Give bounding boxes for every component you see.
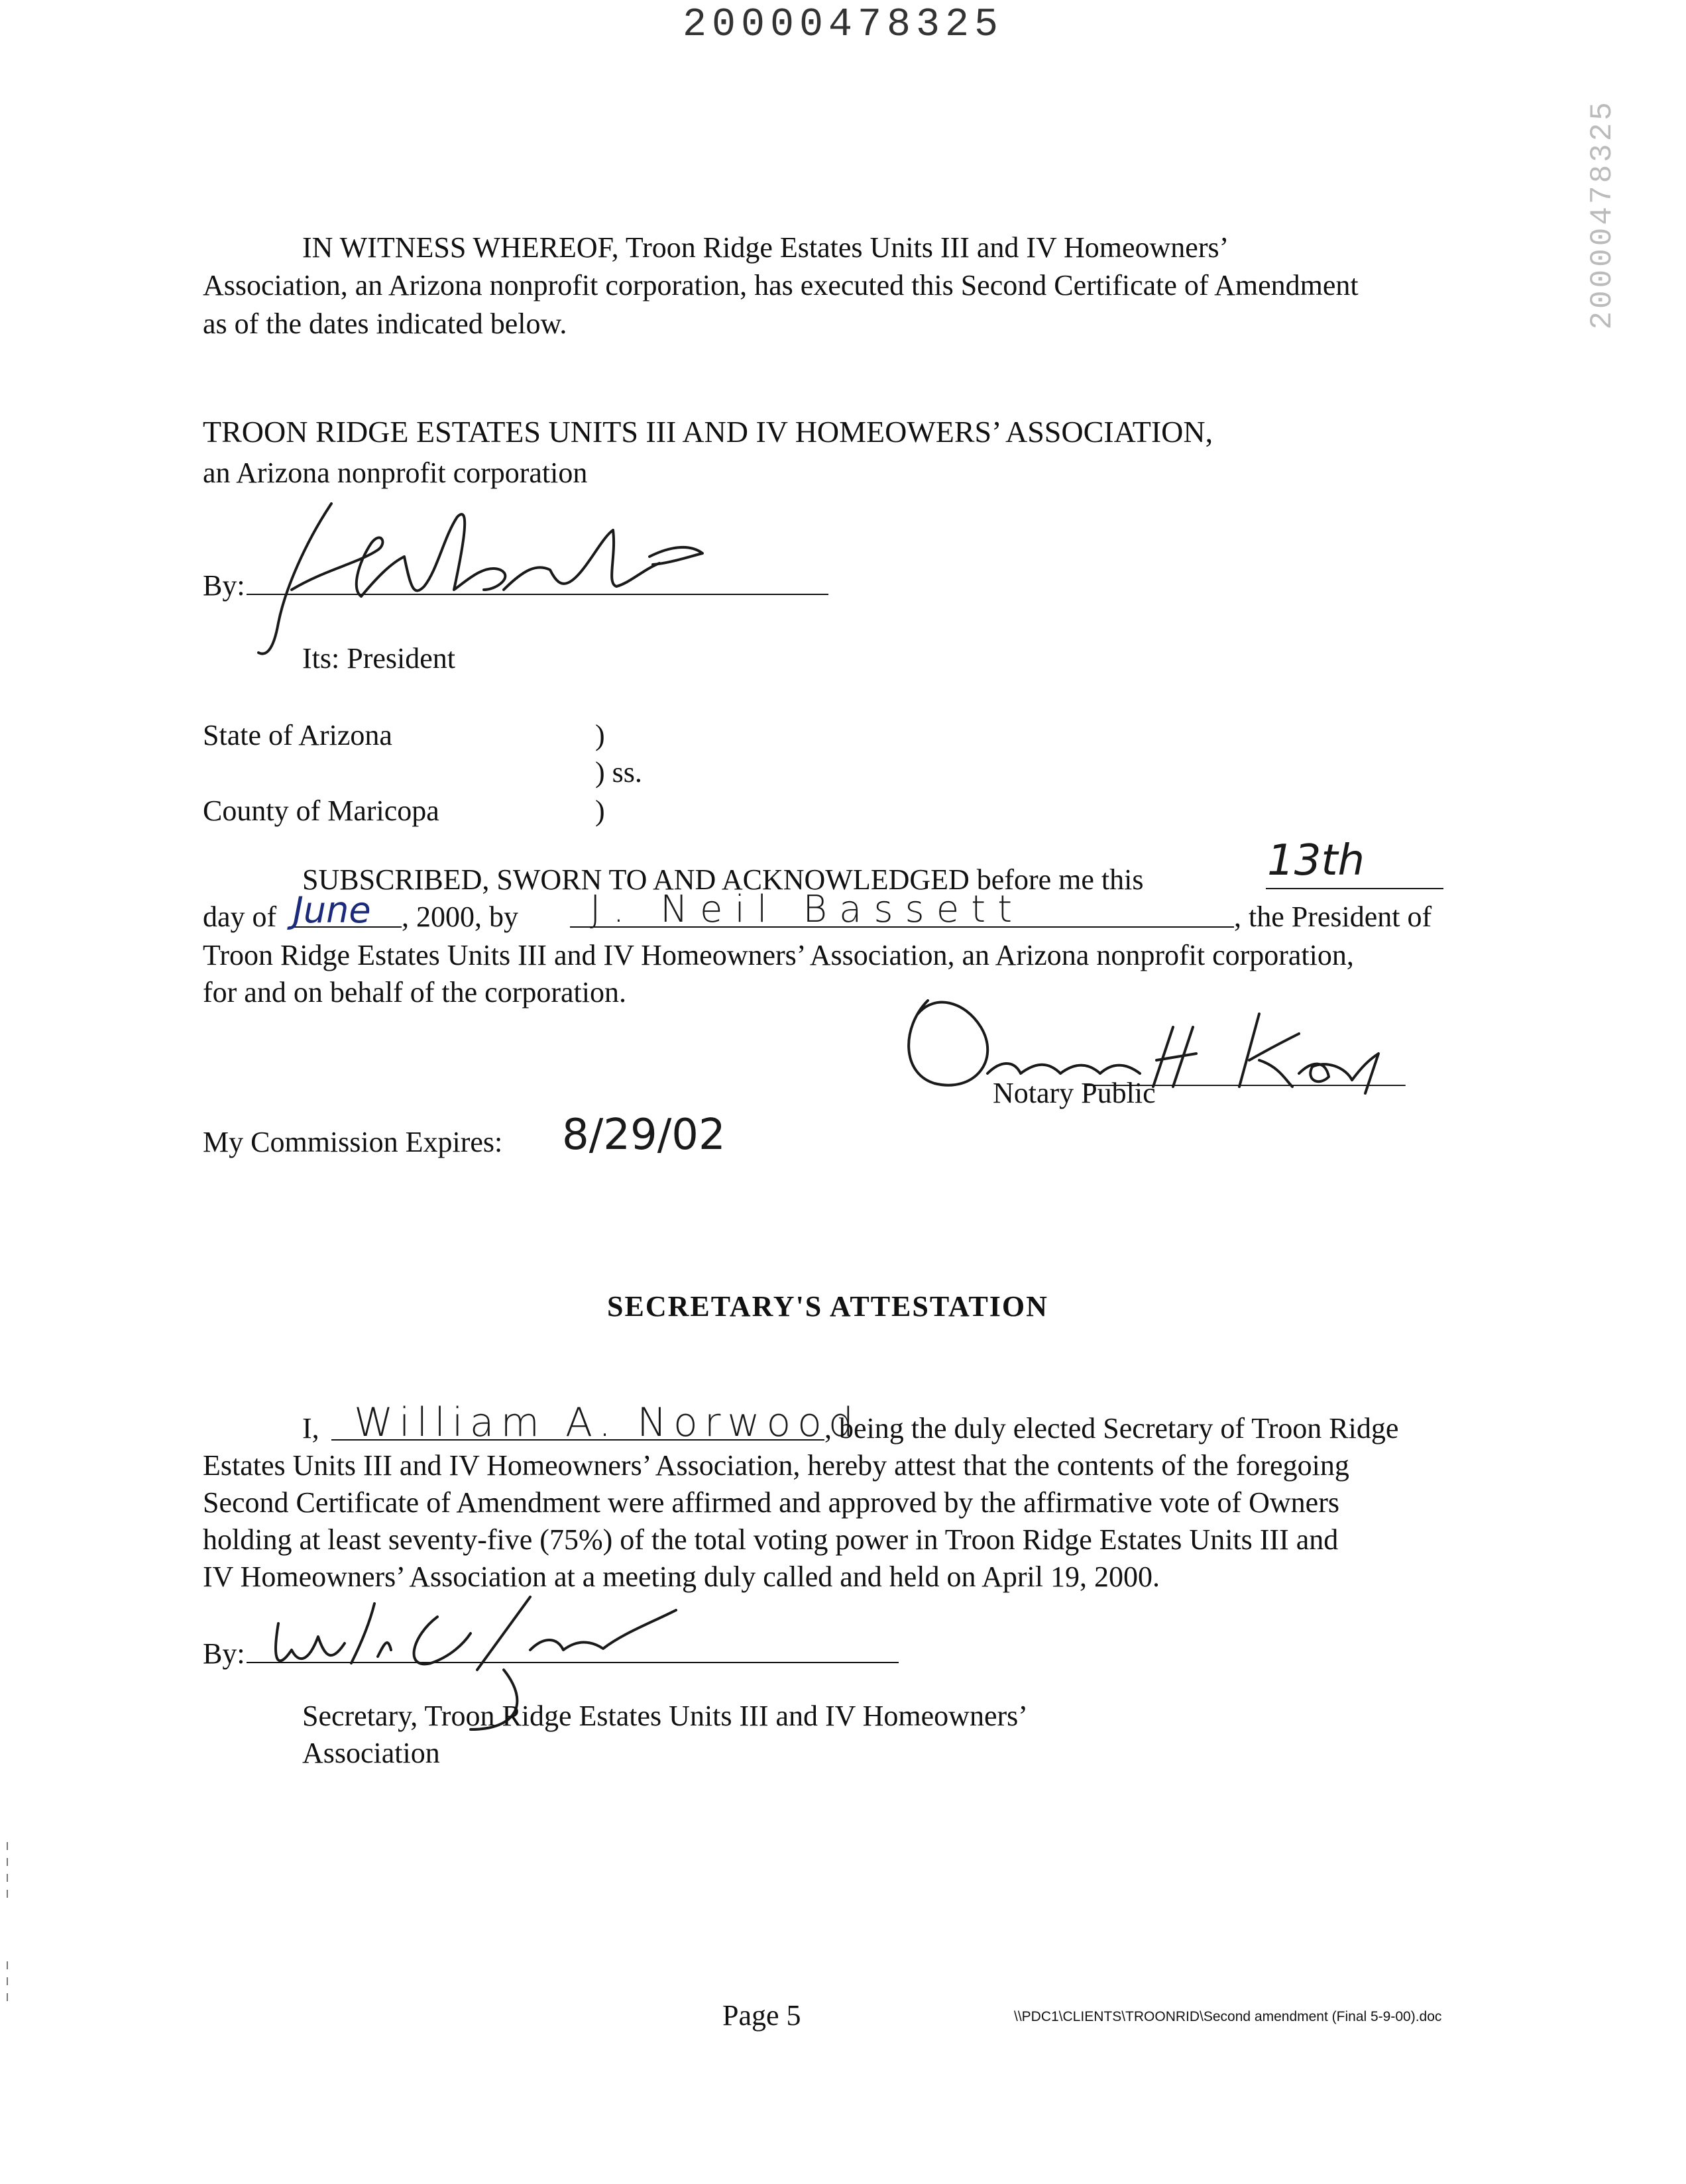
file-path: \\PDC1\CLIENTS\TROONRID\Second amendment (Final 5-9-00).doc (1014, 2009, 1442, 2024)
acknowledged-name: J. Neil Bassett (590, 888, 1025, 931)
president-title: Its: President (302, 642, 455, 675)
day-value: 13th (1267, 836, 1365, 885)
secretary-title-line-1: Secretary, Troon Ridge Estates Units III and IV Homeowners’ (302, 1700, 1028, 1732)
acknowledgment-line-1: SUBSCRIBED, SWORN TO AND ACKNOWLEDGED before me this (302, 863, 1144, 896)
acknowledgment-line-3: Troon Ridge Estates Units III and IV Homeowners’ Association, an Arizona nonprofit corporation, (203, 939, 1354, 971)
month-value: June (293, 889, 371, 931)
attestation-line-3: Second Certificate of Amendment were affirmed and approved by the affirmative vote of Owners (203, 1486, 1339, 1519)
commission-value: 8/29/02 (562, 1111, 726, 1160)
acknowledgment-line-4: for and on behalf of the corporation. (203, 976, 626, 1009)
attestation-heading: SECRETARY'S ATTESTATION (607, 1290, 1048, 1323)
attestation-line-5: IV Homeowners’ Association at a meeting duly called and held on April 19, 2000. (203, 1560, 1160, 1593)
notary-public-label: Notary Public (993, 1077, 1156, 1109)
venue-paren-ss: ) ss. (595, 756, 642, 789)
witness-line-3: as of the dates indicated below. (203, 307, 567, 340)
president-by-label: By: (203, 569, 245, 602)
attestation-line-4: holding at least seventy-five (75%) of the total voting power in Troon Ridge Estates Units III and (203, 1523, 1339, 1556)
venue-paren-top: ) (595, 719, 605, 751)
venue-paren-bottom: ) (595, 794, 605, 827)
secretary-by-label: By: (203, 1637, 245, 1670)
page-number: Page 5 (722, 1999, 801, 2032)
scan-margin-marks-lower (7, 1961, 9, 2009)
commission-label: My Commission Expires: (203, 1126, 503, 1158)
attestation-prefix: I, (302, 1412, 319, 1445)
secretary-title-line-2: Association (302, 1737, 440, 1769)
secretary-name: William A. Norwood (354, 1399, 860, 1446)
document-number: 20000478325 (682, 3, 1004, 48)
year-text: , 2000, by (402, 901, 518, 933)
association-name: TROON RIDGE ESTATES UNITS III AND IV HOMEOWERS’ ASSOCIATION, (203, 415, 1213, 449)
side-stamp: 20000478325 (1585, 99, 1620, 330)
day-line (1266, 888, 1443, 889)
acknowledgment-line-2-suffix: , the President of (1234, 901, 1432, 933)
attestation-line-2: Estates Units III and IV Homeowners’ Association, hereby attest that the contents of the foregoing (203, 1449, 1349, 1482)
witness-line-1: IN WITNESS WHEREOF, Troon Ridge Estates Units III and IV Homeowners’ (302, 231, 1229, 264)
scan-margin-marks-upper (7, 1842, 9, 1906)
day-of-label: day of (203, 901, 277, 933)
witness-line-2: Association, an Arizona nonprofit corporation, has executed this Second Certificate of Amendment (203, 269, 1359, 301)
association-type: an Arizona nonprofit corporation (203, 457, 588, 489)
venue-state: State of Arizona (203, 719, 392, 751)
attestation-line-1-suffix: , being the duly elected Secretary of Troon Ridge (824, 1412, 1399, 1445)
venue-county: County of Maricopa (203, 794, 439, 827)
